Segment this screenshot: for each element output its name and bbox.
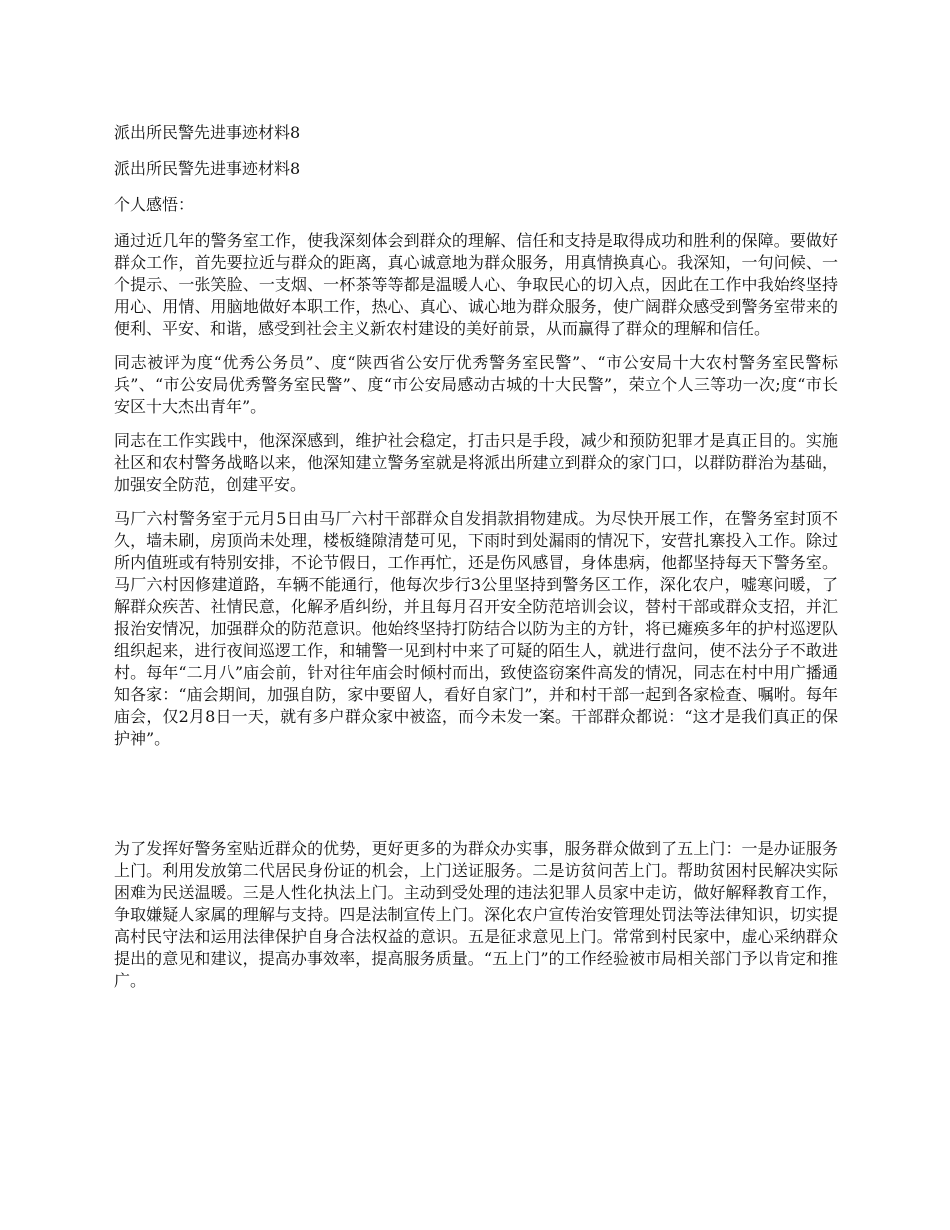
paragraph-police-station-story: 马厂六村警务室于元月5日由马厂六村干部群众自发捐款捐物建成。为尽快开展工作，在警务室封顶不久，墙未刷，房顶尚未处理，楼板缝隙清楚可见，下雨时到处漏雨的情况下，安营扎寨投入工作。除过所内值班或有特别安排，不论节假日，工作再忙，还是伤风感冒，身体患病，他都坚持每天下警务室。马厂六村因修建道路，车辆不能通行，他每次步行3公里坚持到警务区工作，深化农户，嘘寒问暖，了解群众疾苦、社情民意，化解矛盾纠纷，并且每月召开安全防范培训会议，替村干部或群众支招，并汇报治安情况，加强群众的防范意识。他始终坚持打防结合以防为主的方针，将已瘫痪多年的护村巡逻队组织起来，进行夜间巡逻工作，和辅警一见到村中来了可疑的陌生人，就进行盘问，使不法分子不敢进村。每年“二月八”庙会前，针对往年庙会时倾村而出，致使盗窃案件高发的情况，同志在村中用广播通知各家：“庙会期间，加强自防，家中要留人，看好自家门”，并和村干部一起到各家检查、嘱咐。每年庙会，仅2月8日一天，就有多户群众家中被盗，而今未发一案。干部群众都说：“这才是我们真正的保护神”。 <box>114 509 838 748</box>
section-label: 个人感悟： <box>114 195 195 214</box>
document-title: 派出所民警先进事迹材料8 <box>114 123 301 142</box>
paragraph-five-visits: 为了发挥好警务室贴近群众的优势，更好更多的为群众办实事，服务群众做到了五上门：一是办证服务上门。利用发放第二代居民身份证的机会，上门送证服务。二是访贫问苦上门。帮助贫困村民解决实际困难为民送温暖。三是人性化执法上门。主动到受处理的违法犯罪人员家中走访，做好解释教育工作，争取嫌疑人家属的理解与支持。四是法制宣传上门。深化农户宣传治安管理处罚法等法律知识，切实提高村民守法和运用法律保护自身合法权益的意识。五是征求意见上门。常常到村民家中，虚心采纳群众提出的意见和建议，提高办事效率，提高服务质量。“五上门”的工作经验被市局相关部门予以肯定和推广。 <box>114 839 838 990</box>
page-gap <box>114 762 838 838</box>
paragraph-prevention: 同志在工作实践中，他深深感到，维护社会稳定，打击只是手段，减少和预防犯罪才是真正目的。实施社区和农村警务战略以来，他深知建立警务室就是将派出所建立到群众的家门口，以群防群治为基础，加强安全防范，创建平安。 <box>114 431 838 494</box>
paragraph-personal-insight: 通过近几年的警务室工作，使我深刻体会到群众的理解、信任和支持是取得成功和胜利的保障。要做好群众工作，首先要拉近与群众的距离，真心诚意地为群众服务，用真情换真心。我深知，一句问候、一个提示、一张笑脸、一支烟、一杯茶等等都是温暖人心、争取民心的切入点，因此在工作中我始终坚持用心、用情、用脑地做好本职工作，热心、真心、诚心地为群众服务，使广阔群众感受到警务室带来的便利、平安、和谐，感受到社会主义新农村建设的美好前景，从而赢得了群众的理解和信任。 <box>114 231 838 338</box>
paragraph-honors: 同志被评为度“优秀公务员”、度“陕西省公安厅优秀警务室民警”、“市公安局十大农村警务室民警标兵”、“市公安局优秀警务室民警”、度“市公安局感动古城的十大民警”，荣立个人三等功一次;度“市长安区十大杰出青年”。 <box>114 353 838 416</box>
document-subtitle: 派出所民警先进事迹材料8 <box>114 159 301 178</box>
document-body <box>114 122 838 1004</box>
